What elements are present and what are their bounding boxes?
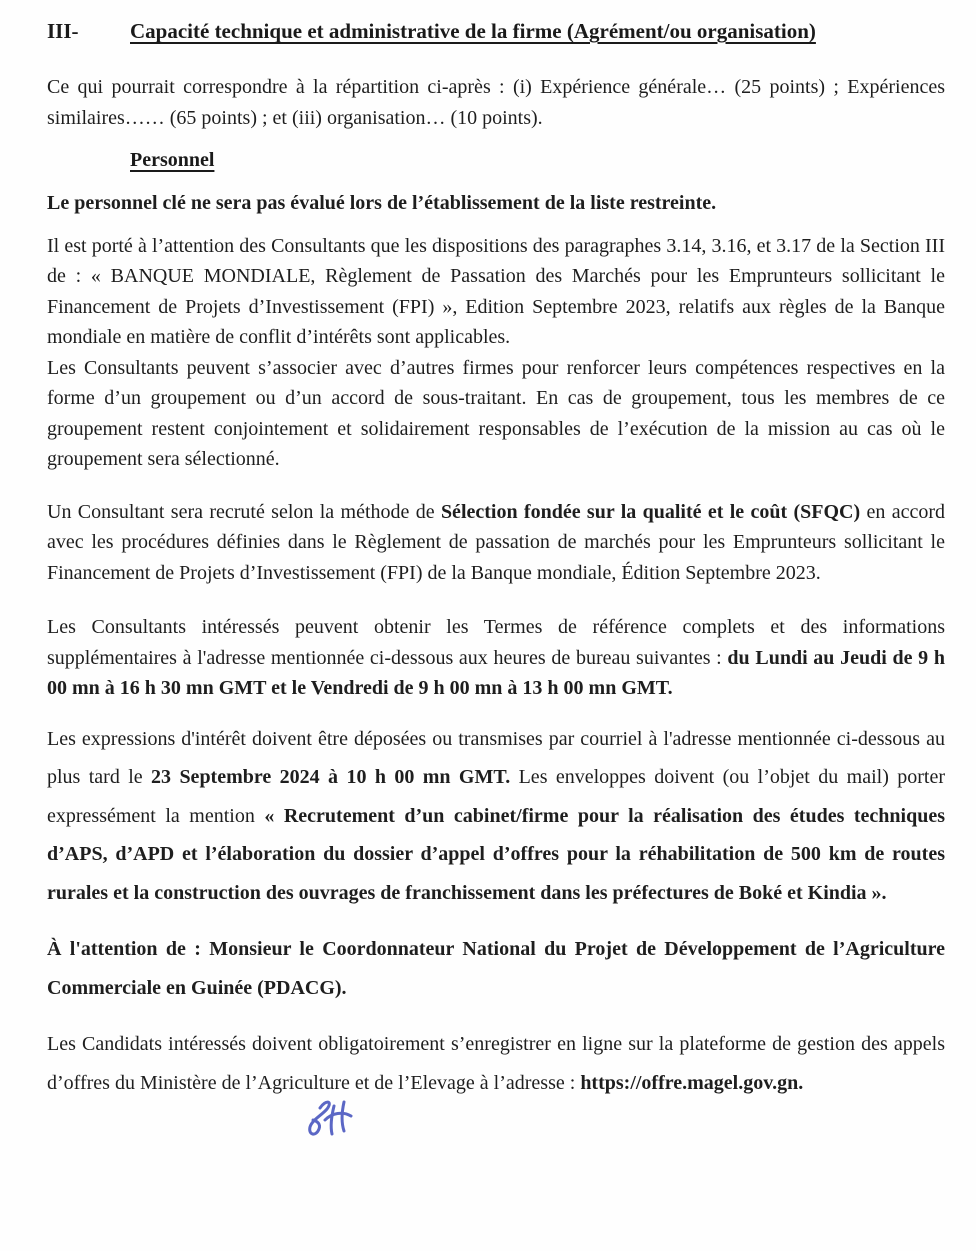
paragraph-enregistrement-plateforme: [47, 1025, 945, 1102]
paragraph-obtention-termes: [47, 612, 945, 704]
personnel-subheading: Personnel: [130, 149, 215, 171]
text-run: Les Candidats intéressés doivent obligatoirement s’enregistrer en ligne sur la plateforme de gestion des appels d’offres du Ministère de l’Agriculture et de l’Elevage à l’adresse :: [47, 1033, 945, 1094]
paragraph-personnel-note: [47, 188, 945, 219]
text-run: Il est porté à l’attention des Consultants que les dispositions des paragraphes 3.14, 3.16, et 3.17 de la Section III de : « BANQUE MONDIALE, Règlement de Passation des Marchés pour les Emprunteurs sollicitant le Financement de Projets d’Investissement (FPI) », Edition Septembre 2023, relatifs aux règles de la Banque mondiale en matière de conflit d’intérêts sont applicables.: [47, 234, 945, 348]
bold-text-run: Sélection fondée sur la qualité et le coût (SFQC): [440, 500, 861, 523]
paragraph-dispositions: [47, 231, 945, 353]
text-run: Les Consultants intéressés peuvent obtenir les Termes de référence complets et des informations supplémentaires à l'adresse mentionnée ci-dessous aux heures de bureau suivantes :: [47, 616, 945, 669]
bold-text-run: 23 Septembre 2024 à 10 h 00 mn GMT.: [151, 766, 511, 788]
bold-text-run: À l'attention de : Monsieur le Coordonnateur National du Projet de Développement de l’Agriculture Commerciale en Guinée (PDACG).: [47, 938, 945, 999]
text-run: Les expressions d'intérêt doivent être déposées ou transmises par courriel à l'adresse mentionnée ci-dessous au plus tard le: [47, 727, 945, 788]
bold-text-run: « Recrutement d’un cabinet/firme pour la réalisation des études techniques d’APS, d’APD et l’élaboration du dossier d’appel d’offres pour la réhabilitation de 500 km de routes rurales et la construction des ouvrages de franchissement dans les préfectures de Boké et Kindia ».: [47, 804, 946, 904]
text-run: Un Consultant sera recruté selon la méthode de: [47, 500, 441, 523]
paragraph-depot-expressions: [47, 720, 945, 913]
paragraph-repartition: [47, 72, 945, 133]
paragraph-groupement: [47, 353, 945, 475]
section-title: Capacité technique et administrative de la firme (Agrément/ou organisation): [130, 19, 816, 43]
bold-text-run: du Lundi au Jeudi de 9 h 00 mn à 16 h 30 mn GMT et le Vendredi de 9 h 00 mn à 13 h 00 mn GMT.: [47, 646, 945, 699]
section-heading: [47, 16, 945, 46]
signature: [299, 1096, 945, 1138]
text-run: en accord avec les procédures définies dans le Règlement de passation de marchés pour les Emprunteurs sollicitant le Financement de Projets d’Investissement (FPI) de la Banque mondiale, Édition Septembre 2023.: [47, 500, 945, 584]
bold-text-run: https://offre.magel.gov.gn.: [580, 1071, 804, 1094]
text-run: Ce qui pourrait correspondre à la répartition ci-après : (i) Expérience générale… (25 points) ; Expériences similaires…… (65 points) ; et (iii) organisation… (10 points).: [47, 76, 945, 129]
text-run: Les Consultants peuvent s’associer avec d’autres firmes pour renforcer leurs compétences respectives en la forme d’un groupement ou d’un accord de sous-traitant. En cas de groupement, tous les membres de ce groupement restent conjointement et solidairement responsables de l’exécution de la mission au cas où le groupement sera sélectionné.: [47, 356, 945, 470]
text-run: Les enveloppes doivent (ou l’objet du mail) porter expressément la mention: [47, 766, 945, 827]
handwritten-initials-icon: [299, 1096, 357, 1138]
paragraph-methode-selection: [47, 497, 945, 589]
bold-text-run: Le personnel clé ne sera pas évalué lors de l’établissement de la liste restreinte.: [47, 192, 717, 214]
paragraph-attention-coordonnateur: [47, 930, 945, 1007]
section-number: III-: [47, 19, 79, 43]
